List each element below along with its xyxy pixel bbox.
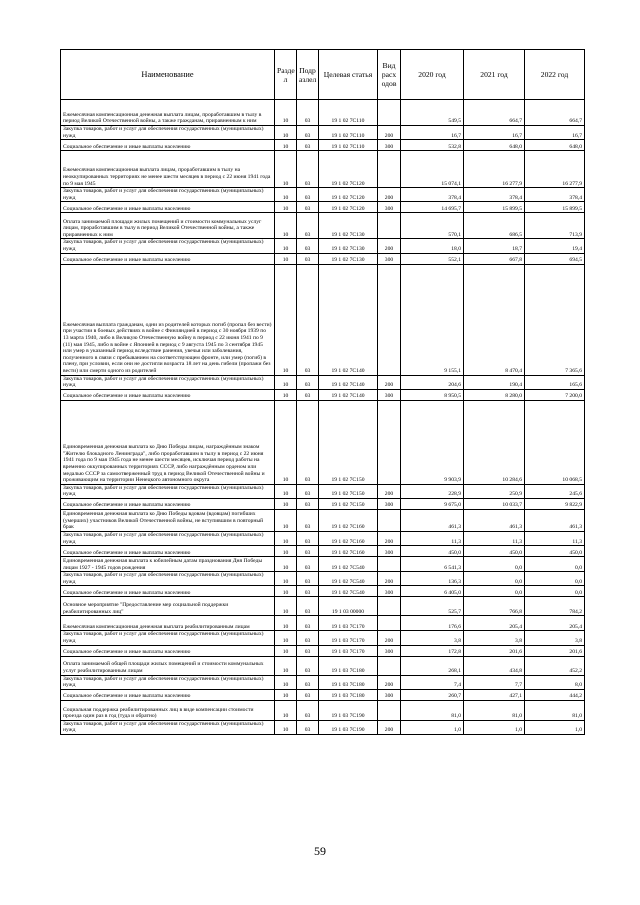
table-row (61, 484, 585, 498)
row-razdel: 10 (275, 700, 297, 720)
row-2021: 0,0 (464, 572, 525, 586)
row-2021: 378,4 (464, 188, 525, 202)
row-name: Основное мероприятие "Предоставление мер социальной поддержки реабилитированных лиц" (61, 597, 275, 616)
row-2022: 452,2 (525, 656, 585, 675)
row-podrazdel: 03 (297, 656, 319, 675)
row-2020: 15 074,1 (401, 151, 464, 188)
row-2021: 10 284,6 (464, 400, 525, 484)
table-row (61, 239, 585, 253)
table-row (61, 586, 585, 597)
row-vid (378, 656, 401, 675)
table-header-row (61, 50, 585, 100)
row-vid: 200 (378, 572, 401, 586)
header-target: Целевая статья (319, 50, 378, 100)
row-podrazdel: 03 (297, 400, 319, 484)
row-podrazdel: 03 (297, 202, 319, 213)
row-target: 19 1 02 7С130 (319, 253, 378, 264)
row-target: 19 1 03 7С190 (319, 720, 378, 734)
row-razdel: 10 (275, 389, 297, 400)
row-vid (378, 509, 401, 531)
row-2022: 16 277,9 (525, 151, 585, 188)
row-target: 19 1 02 7С160 (319, 509, 378, 531)
row-2021: 427,1 (464, 689, 525, 700)
row-target: 19 1 03 7С180 (319, 675, 378, 689)
row-2021: 7,7 (464, 675, 525, 689)
header-name: Наименование (61, 50, 275, 100)
table-row (61, 656, 585, 675)
row-podrazdel: 03 (297, 689, 319, 700)
row-2021: 766,8 (464, 597, 525, 616)
row-razdel: 10 (275, 675, 297, 689)
row-name: Закупка товаров, работ и услуг для обеспечения государственных (муниципальных) нужд (61, 531, 275, 545)
row-vid: 300 (378, 689, 401, 700)
table-row (61, 631, 585, 645)
row-name: Социальная поддержка реабилитированных лиц в виде компенсации стоимости проезда один раз в год (туда и обратно) (61, 700, 275, 720)
row-razdel: 10 (275, 375, 297, 389)
row-target: 19 1 02 7С140 (319, 389, 378, 400)
row-2021: 16 277,9 (464, 151, 525, 188)
row-2022: 378,4 (525, 188, 585, 202)
row-podrazdel: 03 (297, 631, 319, 645)
table-row (61, 700, 585, 720)
row-vid: 200 (378, 720, 401, 734)
row-2022: 784,2 (525, 597, 585, 616)
row-podrazdel: 03 (297, 645, 319, 656)
row-podrazdel: 03 (297, 557, 319, 572)
row-podrazdel: 03 (297, 253, 319, 264)
table-row (61, 375, 585, 389)
table-row (61, 389, 585, 400)
table-row (61, 264, 585, 375)
table-row (61, 140, 585, 151)
row-2022: 694,5 (525, 253, 585, 264)
row-2021: 8 470,4 (464, 264, 525, 375)
row-vid (378, 151, 401, 188)
row-2021: 0,0 (464, 586, 525, 597)
row-2020: 461,3 (401, 509, 464, 531)
row-2020: 7,4 (401, 675, 464, 689)
row-2021: 81,0 (464, 700, 525, 720)
row-2020: 204,6 (401, 375, 464, 389)
row-vid: 200 (378, 126, 401, 140)
row-2022: 648,0 (525, 140, 585, 151)
row-podrazdel: 03 (297, 375, 319, 389)
row-podrazdel: 03 (297, 188, 319, 202)
table-row (61, 498, 585, 509)
row-vid: 300 (378, 498, 401, 509)
header-2020: 2020 год (401, 50, 464, 100)
row-2021: 15 899,5 (464, 202, 525, 213)
row-2022: 0,0 (525, 586, 585, 597)
row-2021: 686,5 (464, 213, 525, 239)
row-name: Социальное обеспечение и иные выплаты населению (61, 546, 275, 557)
row-2020: 9 903,9 (401, 400, 464, 484)
row-vid (378, 597, 401, 616)
row-podrazdel: 03 (297, 531, 319, 545)
row-name: Закупка товаров, работ и услуг для обеспечения государственных (муниципальных) нужд (61, 375, 275, 389)
row-target: 19 1 03 7С180 (319, 656, 378, 675)
row-2022: 1,0 (525, 720, 585, 734)
row-2021: 18,7 (464, 239, 525, 253)
row-podrazdel: 03 (297, 484, 319, 498)
row-razdel: 10 (275, 188, 297, 202)
row-name: Закупка товаров, работ и услуг для обеспечения государственных (муниципальных) нужд (61, 572, 275, 586)
row-target: 19 1 03 00000 (319, 597, 378, 616)
row-name: Ежемесячная компенсационная выплата лицам, проработавшим в тылу на неоккупированных территориях не менее шести месяцев в период с 22 июня 1941 года по 9 мая 1945 (61, 151, 275, 188)
row-2022: 7 200,0 (525, 389, 585, 400)
row-podrazdel: 03 (297, 264, 319, 375)
table-row (61, 572, 585, 586)
row-target: 19 1 02 7С120 (319, 151, 378, 188)
row-vid (378, 557, 401, 572)
row-2022: 9 822,9 (525, 498, 585, 509)
header-2021: 2021 год (464, 50, 525, 100)
row-name: Единовременная денежная выплата ко Дню Победы лицам, награждённым знаком "Жителю блокадного Ленинграда", либо проработавшим в тылу в период с 22 июня 1941 года по 9 мая 1945 года не менее шести месяцев, исключая период работы на временно оккупированных территориях СССР, либо награждённым орденом или медалью СССР за самоотверженный труд в период Великой Отечественной войны и проживающим на территории Ненецкого автономного округа (61, 400, 275, 484)
row-vid: 200 (378, 675, 401, 689)
row-vid: 300 (378, 546, 401, 557)
row-target: 19 1 02 7С110 (319, 140, 378, 151)
row-name: Социальное обеспечение и иные выплаты населению (61, 689, 275, 700)
row-podrazdel: 03 (297, 151, 319, 188)
table-row (61, 126, 585, 140)
row-2020: 570,1 (401, 213, 464, 239)
row-2022: 7 365,6 (525, 264, 585, 375)
row-podrazdel: 03 (297, 720, 319, 734)
row-target: 19 1 02 7С150 (319, 484, 378, 498)
header-razdel: Разде л (275, 50, 297, 100)
row-2022: 461,3 (525, 509, 585, 531)
row-vid (378, 264, 401, 375)
row-vid: 300 (378, 645, 401, 656)
row-razdel: 10 (275, 572, 297, 586)
row-vid (378, 100, 401, 126)
table-row (61, 675, 585, 689)
row-podrazdel: 03 (297, 509, 319, 531)
row-2022: 0,0 (525, 557, 585, 572)
row-vid: 300 (378, 586, 401, 597)
row-2022: 165,6 (525, 375, 585, 389)
row-2022: 3,8 (525, 631, 585, 645)
row-podrazdel: 03 (297, 213, 319, 239)
row-name: Закупка товаров, работ и услуг для обеспечения государственных (муниципальных) нужд (61, 675, 275, 689)
row-razdel: 10 (275, 400, 297, 484)
row-target: 19 1 02 7С120 (319, 202, 378, 213)
table-row (61, 616, 585, 631)
row-2022: 245,6 (525, 484, 585, 498)
row-2020: 6 405,0 (401, 586, 464, 597)
row-razdel: 10 (275, 213, 297, 239)
row-name: Закупка товаров, работ и услуг для обеспечения государственных (муниципальных) нужд (61, 126, 275, 140)
row-2020: 450,0 (401, 546, 464, 557)
row-name: Социальное обеспечение и иные выплаты населению (61, 498, 275, 509)
row-podrazdel: 03 (297, 586, 319, 597)
row-2022: 205,4 (525, 616, 585, 631)
row-2021: 434,8 (464, 656, 525, 675)
row-2020: 9 675,0 (401, 498, 464, 509)
row-target: 19 1 03 7С190 (319, 700, 378, 720)
row-2020: 18,0 (401, 239, 464, 253)
row-razdel: 10 (275, 645, 297, 656)
row-2020: 532,8 (401, 140, 464, 151)
row-2022: 10 068,5 (525, 400, 585, 484)
row-target: 19 1 02 7С110 (319, 100, 378, 126)
row-target: 19 1 02 7С130 (319, 239, 378, 253)
row-2021: 190,4 (464, 375, 525, 389)
row-2022: 713,9 (525, 213, 585, 239)
row-2020: 260,7 (401, 689, 464, 700)
row-razdel: 10 (275, 264, 297, 375)
row-2020: 16,7 (401, 126, 464, 140)
row-2022: 664,7 (525, 100, 585, 126)
row-name: Закупка товаров, работ и услуг для обеспечения государственных (муниципальных) нужд (61, 631, 275, 645)
row-2022: 81,0 (525, 700, 585, 720)
row-2020: 81,0 (401, 700, 464, 720)
row-name: Единовременная денежная выплата ко Дню Победы вдовам (вдовцам) погибших (умерших) участников Великой Отечественной войны, не вступившим в повторный брак (61, 509, 275, 531)
row-target: 19 1 03 7С170 (319, 616, 378, 631)
row-razdel: 10 (275, 498, 297, 509)
table-row (61, 689, 585, 700)
row-target: 19 1 02 7С150 (319, 498, 378, 509)
row-target: 19 1 02 7С120 (319, 188, 378, 202)
row-vid: 200 (378, 375, 401, 389)
row-name: Ежемесячная выплата гражданам, одни из родителей которых погиб (пропал без вести) при участии в боевых действиях в войне с Финляндией в период с 30 ноября 1939 по 13 марта 1940, либо в Великую Отечественную войну в период с 22 июня 1941 по 9 (11) мая 1945, либо в войне с Японией в период с 9 августа 1945 по 3 сентября 1945 или умер в указанный период вследствие ранения, увечья или заболевания, полученного в связи с пребыванием на соответствующем фронте, или умер (погиб) в плену, при условии, если они не достигли возраста 18 лет на день гибели (пропажи без вести) или смерти одного из родителей (61, 264, 275, 375)
row-target: 19 1 02 7С160 (319, 546, 378, 557)
row-2021: 10 033,7 (464, 498, 525, 509)
row-vid (378, 700, 401, 720)
row-2022: 450,0 (525, 546, 585, 557)
page-number: 59 (314, 844, 326, 858)
row-target: 19 1 02 7С540 (319, 572, 378, 586)
row-podrazdel: 03 (297, 140, 319, 151)
table-row (61, 720, 585, 734)
row-podrazdel: 03 (297, 126, 319, 140)
row-razdel: 10 (275, 720, 297, 734)
row-target: 19 1 03 7С170 (319, 631, 378, 645)
row-podrazdel: 03 (297, 546, 319, 557)
row-razdel: 10 (275, 531, 297, 545)
row-razdel: 10 (275, 631, 297, 645)
row-name: Ежемесячная компенсационная денежная выплата реабилитированным лицам (61, 616, 275, 631)
row-2020: 9 155,1 (401, 264, 464, 375)
row-razdel: 10 (275, 509, 297, 531)
row-target: 19 1 02 7С160 (319, 531, 378, 545)
row-podrazdel: 03 (297, 100, 319, 126)
row-2020: 11,3 (401, 531, 464, 545)
row-podrazdel: 03 (297, 572, 319, 586)
row-razdel: 10 (275, 597, 297, 616)
row-vid: 200 (378, 531, 401, 545)
row-name: Социальное обеспечение и иные выплаты населению (61, 645, 275, 656)
row-2021: 0,0 (464, 557, 525, 572)
row-vid: 300 (378, 389, 401, 400)
row-razdel: 10 (275, 140, 297, 151)
row-razdel: 10 (275, 151, 297, 188)
row-podrazdel: 03 (297, 700, 319, 720)
row-2021: 201,6 (464, 645, 525, 656)
row-2020: 552,1 (401, 253, 464, 264)
row-target: 19 1 02 7С130 (319, 213, 378, 239)
row-2020: 378,4 (401, 188, 464, 202)
row-name: Социальное обеспечение и иные выплаты населению (61, 586, 275, 597)
row-vid (378, 400, 401, 484)
row-target: 19 1 02 7С540 (319, 586, 378, 597)
row-vid: 200 (378, 239, 401, 253)
table-row (61, 509, 585, 531)
row-2020: 1,0 (401, 720, 464, 734)
table-row (61, 400, 585, 484)
row-razdel: 10 (275, 656, 297, 675)
row-2020: 14 695,7 (401, 202, 464, 213)
row-podrazdel: 03 (297, 597, 319, 616)
row-name: Закупка товаров, работ и услуг для обеспечения государственных (муниципальных) нужд (61, 239, 275, 253)
row-vid: 200 (378, 631, 401, 645)
row-name: Закупка товаров, работ и услуг для обеспечения государственных (муниципальных) нужд (61, 720, 275, 734)
row-name: Социальное обеспечение и иные выплаты населению (61, 140, 275, 151)
table-row (61, 100, 585, 126)
row-vid (378, 616, 401, 631)
row-2021: 461,3 (464, 509, 525, 531)
row-razdel: 10 (275, 689, 297, 700)
row-name: Закупка товаров, работ и услуг для обеспечения государственных (муниципальных) нужд (61, 188, 275, 202)
table-body (61, 100, 585, 735)
table-row (61, 151, 585, 188)
row-2022: 0,0 (525, 572, 585, 586)
row-razdel: 10 (275, 484, 297, 498)
table-row (61, 557, 585, 572)
row-2021: 1,0 (464, 720, 525, 734)
row-2020: 268,1 (401, 656, 464, 675)
row-razdel: 10 (275, 126, 297, 140)
row-name: Социальное обеспечение и иные выплаты населению (61, 389, 275, 400)
row-vid: 300 (378, 202, 401, 213)
row-2022: 444,2 (525, 689, 585, 700)
row-vid: 200 (378, 484, 401, 498)
budget-table (60, 49, 585, 735)
row-name: Социальное обеспечение и иные выплаты населению (61, 253, 275, 264)
row-razdel: 10 (275, 253, 297, 264)
row-2022: 16,7 (525, 126, 585, 140)
row-2021: 16,7 (464, 126, 525, 140)
row-name: Единовременная денежная выплата к юбилейным датам празднования Дня Победы лицам 1927 - 1945 годов рождения (61, 557, 275, 572)
row-target: 19 1 02 7С140 (319, 375, 378, 389)
row-2020: 549,5 (401, 100, 464, 126)
row-vid: 300 (378, 253, 401, 264)
row-2021: 664,7 (464, 100, 525, 126)
table-row (61, 546, 585, 557)
row-2022: 15 899,5 (525, 202, 585, 213)
row-vid: 300 (378, 140, 401, 151)
table-row (61, 202, 585, 213)
table-row (61, 253, 585, 264)
row-target: 19 1 02 7С110 (319, 126, 378, 140)
row-2021: 648,0 (464, 140, 525, 151)
row-2020: 172,8 (401, 645, 464, 656)
row-target: 19 1 03 7С180 (319, 689, 378, 700)
row-2020: 136,3 (401, 572, 464, 586)
row-target: 19 1 02 7С140 (319, 264, 378, 375)
row-target: 19 1 02 7С540 (319, 557, 378, 572)
row-2022: 19,4 (525, 239, 585, 253)
row-razdel: 10 (275, 616, 297, 631)
table-row (61, 188, 585, 202)
row-name: Ежемесячная компенсационная денежная выплата лицам, проработавшим в тылу в период Великой Отечественной войны, а также гражданам, приравненным к ним (61, 100, 275, 126)
row-podrazdel: 03 (297, 616, 319, 631)
table-row (61, 645, 585, 656)
row-razdel: 10 (275, 100, 297, 126)
row-razdel: 10 (275, 586, 297, 597)
row-2022: 201,6 (525, 645, 585, 656)
row-razdel: 10 (275, 557, 297, 572)
table-row (61, 213, 585, 239)
row-podrazdel: 03 (297, 389, 319, 400)
row-2021: 450,0 (464, 546, 525, 557)
row-2022: 11,3 (525, 531, 585, 545)
row-razdel: 10 (275, 202, 297, 213)
row-2020: 6 541,3 (401, 557, 464, 572)
row-name: Социальное обеспечение и иные выплаты населению (61, 202, 275, 213)
row-name: Закупка товаров, работ и услуг для обеспечения государственных (муниципальных) нужд (61, 484, 275, 498)
header-vid: Вид расх одов (378, 50, 401, 100)
row-2021: 11,3 (464, 531, 525, 545)
row-2021: 8 280,0 (464, 389, 525, 400)
table-row (61, 597, 585, 616)
row-name: Оплата занимаемой общей площади жилых помещений и стоимости коммунальных услуг реабилитированным лицам (61, 656, 275, 675)
row-2020: 3,8 (401, 631, 464, 645)
row-vid: 200 (378, 188, 401, 202)
table-row (61, 531, 585, 545)
row-vid (378, 213, 401, 239)
row-2022: 8,0 (525, 675, 585, 689)
row-razdel: 10 (275, 546, 297, 557)
row-podrazdel: 03 (297, 498, 319, 509)
row-podrazdel: 03 (297, 239, 319, 253)
row-target: 19 1 03 7С170 (319, 645, 378, 656)
row-2021: 667,8 (464, 253, 525, 264)
row-target: 19 1 02 7С150 (319, 400, 378, 484)
row-2020: 525,7 (401, 597, 464, 616)
row-2020: 176,6 (401, 616, 464, 631)
header-podrazdel: Подр азлел (297, 50, 319, 100)
row-name: Оплата занимаемой площади жилых помещений и стоимости коммунальных услуг лицам, проработавшим в тылу в период Великой Отечественной войны, а также приравненных к ним (61, 213, 275, 239)
header-2022: 2022 год (525, 50, 585, 100)
row-2020: 228,9 (401, 484, 464, 498)
row-2021: 205,4 (464, 616, 525, 631)
row-2021: 3,8 (464, 631, 525, 645)
row-2021: 250,9 (464, 484, 525, 498)
row-podrazdel: 03 (297, 675, 319, 689)
row-razdel: 10 (275, 239, 297, 253)
row-2020: 8 950,5 (401, 389, 464, 400)
